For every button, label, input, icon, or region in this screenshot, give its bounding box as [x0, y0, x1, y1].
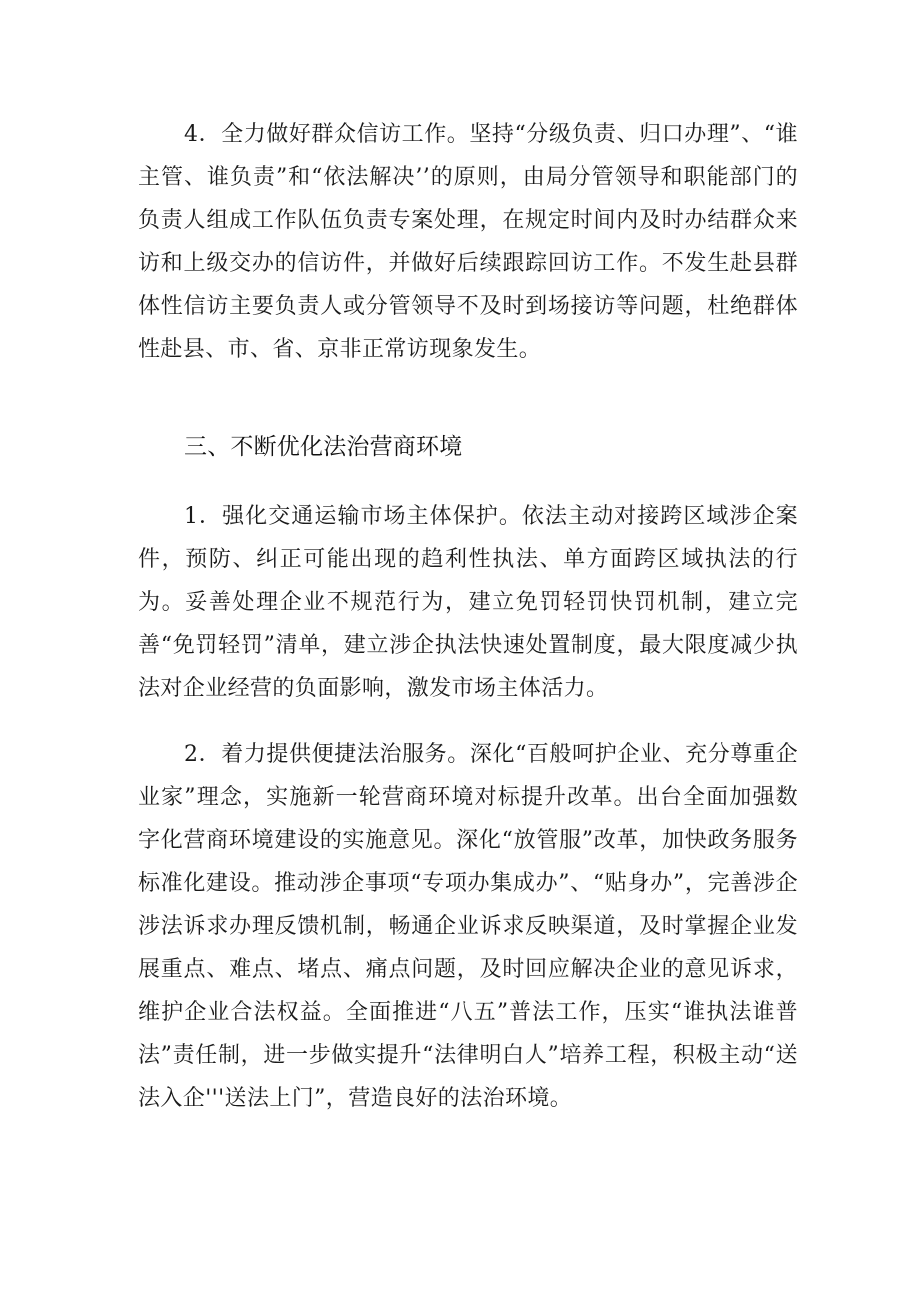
paragraph-petition-work: 4．全力做好群众信访工作。坚持“分级负责、归口办理”、“谁主管、谁负责”和“依法解决’’的原则，由局分管领导和职能部门的负责人组成工作队伍负责专案处理，在规定时间内及时办结群众来访和上级交办的信访件，并做好后续跟踪回访工作。不发生赴县群体性信访主要负责人或分管领导不及时到场接访等问题，杜绝群体性赴县、市、省、京非正常访现象发生。	[138, 122, 798, 362]
section-heading-business-environment: 三、不断优化法治营商环境	[184, 434, 463, 460]
paragraph-market-protection: 1．强化交通运输市场主体保护。依法主动对接跨区域涉企案件，预防、纠正可能出现的趋利性执法、单方面跨区域执法的行为。妥善处理企业不规范行为，建立免罚轻罚快罚机制，建立完善“免罚轻罚”清单，建立涉企执法快速处置制度，最大限度减少执法对企业经营的负面影响，激发市场主体活力。	[138, 504, 798, 701]
paragraph-legal-services: 2．着力提供便捷法治服务。深化“百般呵护企业、充分尊重企业家”理念，实施新一轮营商环境对标提升改革。出台全面加强数字化营商环境建设的实施意见。深化“放管服”改革，加快政务服务标准化建设。推动涉企事项“专项办集成办”、“贴身办”，完善涉企涉法诉求办理反馈机制，畅通企业诉求反映渠道，及时掌握企业发展重点、难点、堵点、痛点问题，及时回应解决企业的意见诉求，维护企业合法权益。全面推进“八五”普法工作，压实“谁执法谁普法”责任制，进一步做实提升“法律明白人”培养工程，积极主动“送法入企'''送法上门”，营造良好的法治环境。	[138, 742, 798, 1111]
